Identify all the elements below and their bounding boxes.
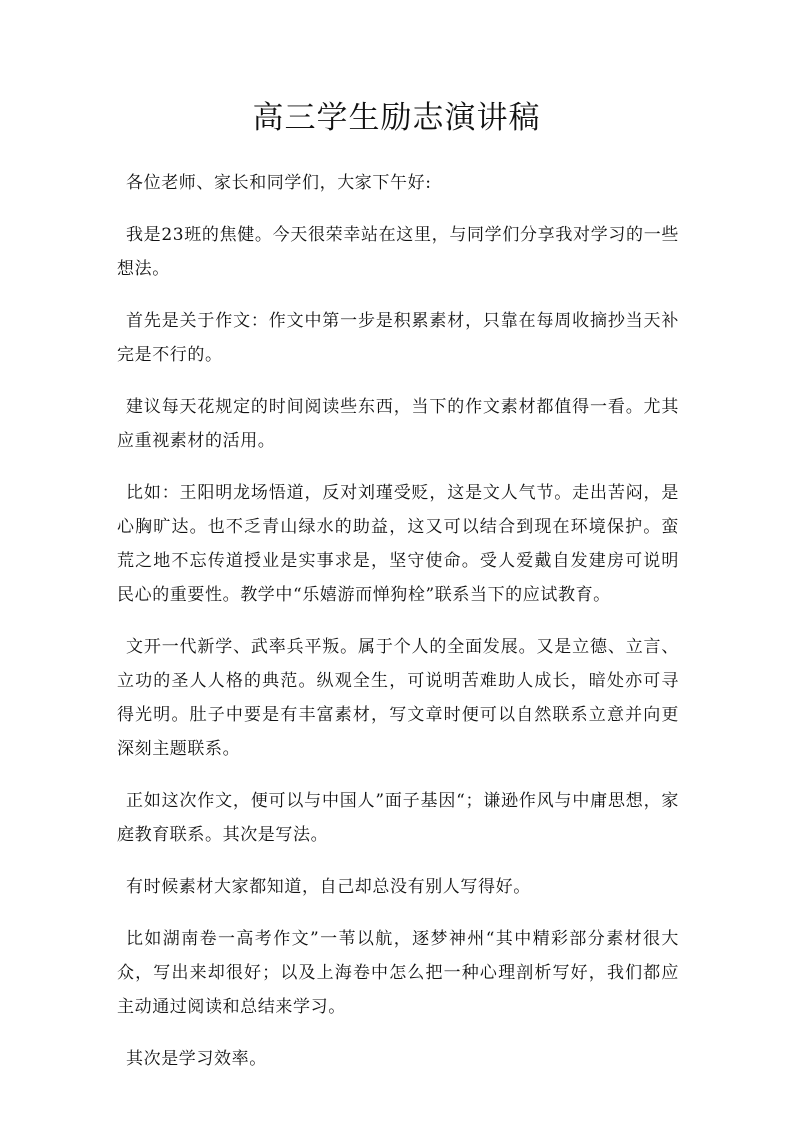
paragraph-greeting: 各位老师、家长和同学们，大家下午好: [126,173,432,193]
paragraph-composition: 首先是关于作文：作文中第一步是积累素材，只靠在每周收摘抄当天补完是不行的。 [117,311,679,365]
paragraph-reading-advice: 建议每天花规定的时间阅读些东西，当下的作文素材都值得一看。尤其应重视素材的活用。 [117,397,679,451]
document-title: 高三学生励志演讲稿 [252,100,541,136]
paragraph-wang-yangming-example: 比如：王阳明龙场悟道，反对刘瑾受贬，这是文人气节。走出苦闷，是心胸旷达。也不乏青山绿水的助益，这又可以结合到现在环境保护。蛮荒之地不忘传道授业是实事求是，坚守使命。受人爱戴自发建房可说明民心的重要性。教学中“乐嬉游而惮狗栓”联系当下的应试教育。 [117,483,679,605]
paragraph-development: 文开一代新学、武率兵平叛。属于个人的全面发展。又是立德、立言、立功的圣人人格的典范。纵观全生，可说明苦难助人成长，暗处亦可寻得光明。肚子中要是有丰富素材，写文章时便可以自然联系立意并向更深刻主题联系。 [117,637,679,759]
paragraph-intro: 我是23班的焦健。今天很荣幸站在这里，与同学们分享我对学习的一些想法。 [117,225,679,279]
paragraph-materials-known: 有时候素材大家都知道，自己却总没有别人写得好。 [126,877,531,897]
document-body [117,166,679,1094]
paragraph-efficiency: 其次是学习效率。 [126,1049,267,1069]
paragraph-exam-examples: 比如湖南卷一高考作文”一苇以航，逐梦神州“其中精彩部分素材很大众，写出来却很好；以及上海卷中怎么把一种心理剖析写好，我们都应主动通过阅读和总结来学习。 [117,929,679,1017]
paragraph-this-composition: 正如这次作文，便可以与中国人”面子基因“；谦逊作风与中庸思想，家庭教育联系。其次是写法。 [117,791,679,845]
